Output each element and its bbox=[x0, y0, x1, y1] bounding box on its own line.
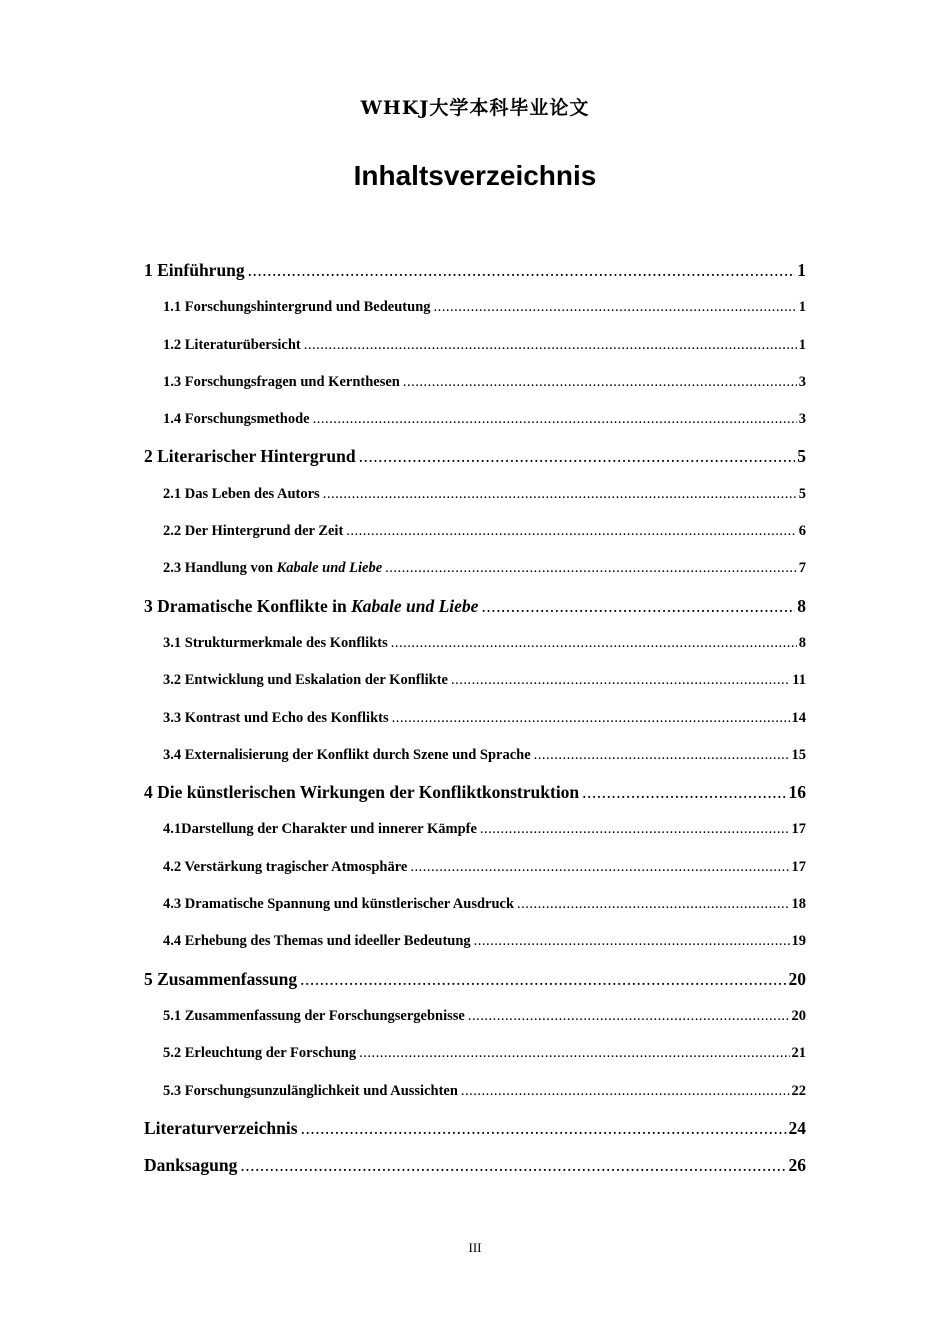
toc-entry-text: 2.3 Handlung von bbox=[163, 560, 277, 577]
toc-entry-label bbox=[163, 811, 477, 848]
toc-entry-text: 5.1 Zusammenfassung der Forschungsergebnisse bbox=[163, 1007, 465, 1024]
table-of-contents bbox=[144, 252, 806, 1184]
toc-section-entry[interactable] bbox=[144, 289, 806, 326]
toc-page-number: 19 bbox=[791, 933, 806, 950]
toc-entry-text: 2.1 Das Leben des Autors bbox=[163, 485, 320, 502]
toc-section-entry[interactable] bbox=[144, 886, 806, 923]
toc-section-entry[interactable] bbox=[144, 401, 806, 438]
toc-entry-text: 4.4 Erhebung des Themas und ideeller Bedeutung bbox=[163, 933, 471, 950]
toc-entry-text: Danksagung bbox=[144, 1155, 238, 1176]
toc-dot-leader bbox=[301, 1110, 787, 1147]
toc-entry-text: 1.1 Forschungshintergrund und Bedeutung bbox=[163, 299, 431, 316]
toc-section-entry[interactable] bbox=[144, 737, 806, 774]
toc-dot-leader bbox=[392, 700, 790, 737]
toc-entry-text: 3 Dramatische Konflikte in bbox=[144, 595, 352, 616]
toc-dot-leader bbox=[346, 513, 796, 550]
toc-chapter-entry[interactable] bbox=[144, 961, 806, 998]
toc-entry-label bbox=[163, 737, 531, 774]
toc-page-number: 1 bbox=[797, 260, 806, 280]
toc-chapter-entry[interactable] bbox=[144, 588, 806, 625]
toc-entry-text: 1.2 Literaturübersicht bbox=[163, 336, 301, 353]
toc-entry-label bbox=[163, 327, 301, 364]
toc-dot-leader bbox=[582, 774, 786, 811]
toc-dot-leader bbox=[391, 625, 797, 662]
toc-page-number: 22 bbox=[791, 1082, 806, 1099]
toc-page-number: 3 bbox=[798, 373, 806, 390]
toc-dot-leader bbox=[300, 961, 786, 998]
toc-page-number: 17 bbox=[791, 821, 806, 838]
toc-page-number: 8 bbox=[797, 595, 806, 616]
toc-page-number: 5 bbox=[797, 446, 806, 467]
toc-dot-leader bbox=[359, 1035, 789, 1072]
toc-page-number: 14 bbox=[791, 709, 806, 726]
toc-section-entry[interactable] bbox=[144, 1073, 806, 1110]
toc-dot-leader bbox=[474, 923, 790, 960]
toc-section-entry[interactable] bbox=[144, 550, 806, 587]
toc-entry-label bbox=[163, 550, 382, 587]
toc-dot-leader bbox=[468, 998, 790, 1035]
toc-dot-leader bbox=[313, 401, 797, 438]
toc-page-number: 18 bbox=[791, 896, 806, 913]
toc-section-entry[interactable] bbox=[144, 662, 806, 699]
toc-entry-label bbox=[163, 476, 320, 513]
toc-page-number: 11 bbox=[792, 672, 806, 689]
toc-dot-leader bbox=[385, 550, 797, 587]
toc-page-number: 1 bbox=[798, 299, 806, 316]
toc-entry-label bbox=[144, 961, 297, 998]
toc-entry-label bbox=[163, 886, 514, 923]
toc-chapter-entry[interactable] bbox=[144, 252, 806, 289]
toc-section-entry[interactable] bbox=[144, 700, 806, 737]
toc-section-entry[interactable] bbox=[144, 625, 806, 662]
toc-page-number: 24 bbox=[788, 1117, 806, 1138]
page-title: Inhaltsverzeichnis bbox=[353, 160, 597, 191]
toc-entry-text: 1 Einführung bbox=[144, 260, 245, 280]
toc-dot-leader bbox=[304, 327, 797, 364]
toc-entry-text: 5.3 Forschungsunzulänglichkeit und Aussichten bbox=[163, 1082, 458, 1099]
toc-entry-label bbox=[163, 401, 310, 438]
toc-dot-leader bbox=[403, 364, 797, 401]
toc-dot-leader bbox=[534, 737, 790, 774]
page-number: III bbox=[468, 1240, 482, 1255]
toc-entry-text: 3.4 Externalisierung der Konflikt durch Szene und Sprache bbox=[163, 746, 531, 763]
toc-page-number: 21 bbox=[791, 1045, 806, 1062]
toc-page-number: 8 bbox=[798, 634, 806, 651]
toc-dot-leader bbox=[248, 252, 796, 289]
toc-section-entry[interactable] bbox=[144, 811, 806, 848]
toc-entry-label bbox=[163, 700, 389, 737]
toc-entry-text: 3.3 Kontrast und Echo des Konflikts bbox=[163, 709, 389, 726]
toc-dot-leader bbox=[480, 811, 790, 848]
toc-entry-label bbox=[163, 1035, 356, 1072]
toc-entry-label bbox=[163, 625, 388, 662]
toc-entry-label bbox=[144, 252, 245, 289]
toc-section-entry[interactable] bbox=[144, 476, 806, 513]
toc-page-number: 6 bbox=[798, 523, 806, 540]
toc-dot-leader bbox=[434, 289, 797, 326]
toc-entry-text: 3.2 Entwicklung und Eskalation der Konflikte bbox=[163, 672, 448, 689]
toc-entry-label bbox=[163, 513, 343, 550]
toc-section-entry[interactable] bbox=[144, 364, 806, 401]
toc-chapter-entry[interactable] bbox=[144, 1147, 806, 1184]
toc-page-number: 1 bbox=[798, 336, 806, 353]
toc-section-entry[interactable] bbox=[144, 998, 806, 1035]
toc-entry-label bbox=[163, 662, 448, 699]
toc-section-entry[interactable] bbox=[144, 1035, 806, 1072]
toc-page-number: 5 bbox=[798, 485, 806, 502]
toc-dot-leader bbox=[359, 438, 796, 475]
toc-page-number: 20 bbox=[788, 968, 806, 989]
toc-entry-label bbox=[163, 1073, 458, 1110]
toc-dot-leader bbox=[451, 662, 790, 699]
toc-dot-leader bbox=[410, 849, 789, 886]
toc-entry-text: 5 Zusammenfassung bbox=[144, 968, 298, 989]
toc-chapter-entry[interactable] bbox=[144, 438, 806, 475]
toc-chapter-entry[interactable] bbox=[144, 1110, 806, 1147]
toc-entry-text: 2.2 Der Hintergrund der Zeit bbox=[163, 523, 344, 540]
toc-page-number: 15 bbox=[791, 746, 806, 763]
toc-entry-label bbox=[163, 849, 407, 886]
toc-dot-leader bbox=[323, 476, 797, 513]
toc-section-entry[interactable] bbox=[144, 513, 806, 550]
toc-entry-text: Literaturverzeichnis bbox=[144, 1117, 298, 1138]
toc-entry-text: 4.2 Verstärkung tragischer Atmosphäre bbox=[163, 858, 408, 875]
toc-section-entry[interactable] bbox=[144, 923, 806, 960]
toc-chapter-entry[interactable] bbox=[144, 774, 806, 811]
toc-dot-leader bbox=[240, 1147, 786, 1184]
toc-entry-label bbox=[163, 289, 431, 326]
toc-entry-label bbox=[144, 588, 478, 625]
toc-entry-label bbox=[144, 1110, 298, 1147]
toc-entry-italic-title: Kabale und Liebe bbox=[276, 560, 383, 577]
toc-page-number: 7 bbox=[798, 560, 806, 577]
toc-page-number: 16 bbox=[788, 782, 806, 803]
toc-entry-text: 1.4 Forschungsmethode bbox=[163, 411, 310, 428]
toc-entry-label bbox=[144, 774, 579, 811]
toc-entry-text: 4.1Darstellung der Charakter und innerer Kämpfe bbox=[163, 821, 477, 838]
toc-dot-leader bbox=[461, 1073, 790, 1110]
toc-page-number: 3 bbox=[798, 411, 806, 428]
toc-entry-text: 3.1 Strukturmerkmale des Konflikts bbox=[163, 634, 388, 651]
toc-entry-italic-title: Kabale und Liebe bbox=[351, 595, 479, 616]
toc-entry-label bbox=[144, 1147, 237, 1184]
toc-dot-leader bbox=[517, 886, 789, 923]
toc-page-number: 20 bbox=[791, 1007, 806, 1024]
toc-section-entry[interactable] bbox=[144, 849, 806, 886]
toc-page-number: 17 bbox=[791, 858, 806, 875]
toc-entry-label bbox=[163, 923, 471, 960]
toc-entry-text: 5.2 Erleuchtung der Forschung bbox=[163, 1045, 357, 1062]
toc-entry-text: 2 Literarischer Hintergrund bbox=[144, 446, 356, 467]
toc-page-number: 26 bbox=[788, 1155, 806, 1176]
toc-entry-text: 4.3 Dramatische Spannung und künstlerischer Ausdruck bbox=[163, 896, 515, 913]
toc-entry-label bbox=[163, 998, 465, 1035]
toc-entry-label bbox=[163, 364, 400, 401]
toc-entry-label bbox=[144, 438, 356, 475]
toc-section-entry[interactable] bbox=[144, 327, 806, 364]
toc-dot-leader bbox=[481, 588, 795, 625]
toc-entry-text: 1.3 Forschungsfragen und Kernthesen bbox=[163, 373, 400, 390]
running-header: WHKJ大学本科毕业论文 bbox=[360, 97, 590, 119]
toc-entry-text: 4 Die künstlerischen Wirkungen der Konfliktkonstruktion bbox=[144, 782, 580, 803]
